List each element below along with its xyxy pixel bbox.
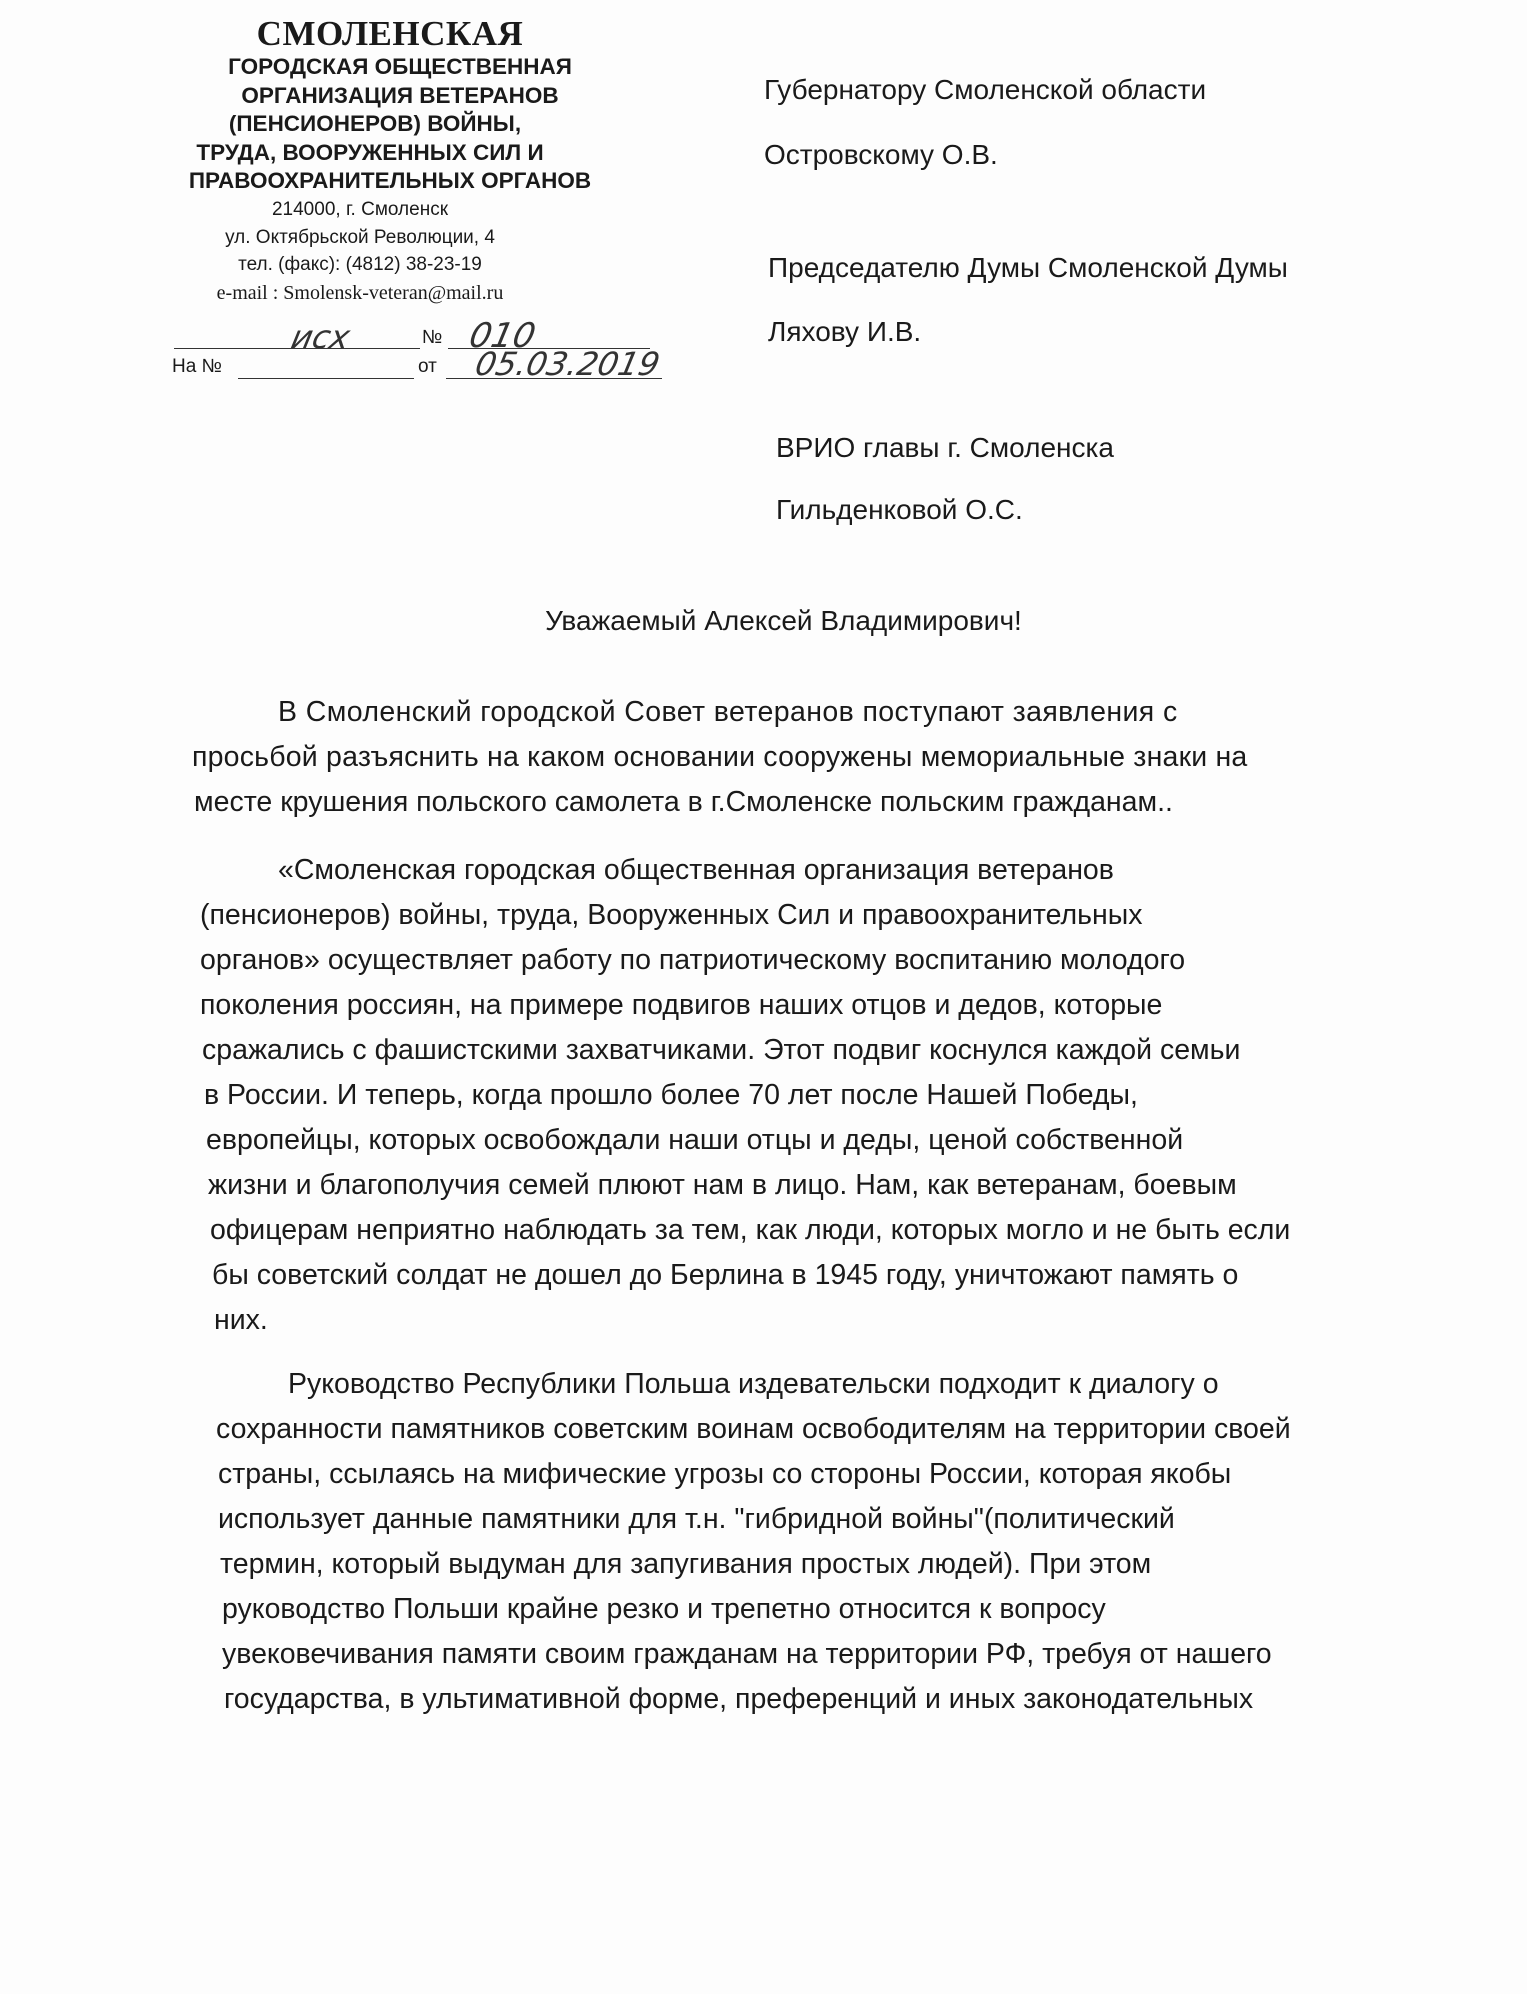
body-line: поколения россиян, на примере подвигов наших отцов и дедов, которые xyxy=(200,989,1163,1021)
letterhead-org-line: ТРУДА, ВООРУЖЕННЫХ СИЛ И xyxy=(196,139,544,165)
body-line: сражались с фашистскими захватчиками. Этот подвиг коснулся каждой семьи xyxy=(202,1034,1241,1066)
letterhead-address-line: ул. Октябрьской Революции, 4 xyxy=(225,226,495,248)
letterhead-org-line: (ПЕНСИОНЕРОВ) ВОЙНЫ, xyxy=(228,111,522,137)
letterhead xyxy=(140,14,660,308)
letterhead-org-line: ОРГАНИЗАЦИЯ ВЕТЕРАНОВ xyxy=(241,82,559,108)
body-line: Руководство Республики Польша издевательски подходит к диалогу о xyxy=(288,1368,1219,1400)
letterhead-address-line: тел. (факс): (4812) 38-23-19 xyxy=(238,254,482,276)
addressee-governor-title: Губернатору Смоленской области xyxy=(764,74,1207,105)
letterhead-org-line: ПРАВООХРАНИТЕЛЬНЫХ ОРГАНОВ xyxy=(188,168,592,194)
body-line: государства, в ультимативной форме, преференций и иных законодательных xyxy=(224,1683,1254,1715)
body-line: бы советский солдат не дошел до Берлина в 1945 году, уничтожают память о xyxy=(212,1259,1239,1291)
body-line: термин, который выдуман для запугивания простых людей). При этом xyxy=(220,1548,1152,1580)
body-line: органов» осуществляет работу по патриотическому воспитанию молодого xyxy=(200,944,1186,976)
addressee-duma-title: Председателю Думы Смоленской Думы xyxy=(768,252,1288,283)
body-line: руководство Польши крайне резко и трепетно относится к вопросу xyxy=(222,1593,1106,1625)
body-line: офицерам неприятно наблюдать за тем, как люди, которых могло и не быть если xyxy=(210,1214,1291,1246)
number-label: № xyxy=(422,327,443,348)
reference-number-underline xyxy=(238,378,414,379)
salutation: Уважаемый Алексей Владимирович! xyxy=(545,605,1022,636)
handwritten-outgoing-prefix: исх xyxy=(287,318,354,356)
body-line: увековечивания памяти своим гражданам на территории РФ, требуя от нашего xyxy=(222,1638,1272,1670)
letterhead-title: СМОЛЕНСКАЯ xyxy=(256,14,524,53)
body-line: страны, ссылаясь на мифические угрозы со стороны России, которая якобы xyxy=(218,1458,1232,1490)
reference-number-label: На № xyxy=(172,356,222,377)
letterhead-address-line: 214000, г. Смоленск xyxy=(271,199,449,220)
body-line: (пенсионеров) войны, труда, Вооруженных Сил и правоохранительных xyxy=(200,899,1143,931)
handwritten-date: 05.03.2019 xyxy=(471,345,664,383)
body-line: жизни и благополучия семей плюют нам в лицо. Нам, как ветеранам, боевым xyxy=(208,1169,1237,1201)
body-line: сохранности памятников советским воинам освободителям на территории своей xyxy=(216,1413,1291,1445)
body-line: использует данные памятники для т.н. "гибридной войны"(политический xyxy=(218,1503,1175,1535)
body-line: европейцы, которых освобождали наши отцы и деды, ценой собственной xyxy=(206,1124,1184,1156)
body-line: «Смоленская городская общественная организация ветеранов xyxy=(278,854,1114,886)
addressee-mayor-name: Гильденковой О.С. xyxy=(776,494,1023,525)
body-line: просьбой разъяснить на каком основании сооружены мемориальные знаки на xyxy=(192,741,1248,773)
letterhead-org-line: ГОРОДСКАЯ ОБЩЕСТВЕННАЯ xyxy=(228,54,572,80)
addressee-governor-name: Островскому О.В. xyxy=(764,139,998,170)
letterhead-email: e-mail : Smolensk-veteran@mail.ru xyxy=(216,281,504,304)
addressee-mayor-title: ВРИО главы г. Смоленска xyxy=(776,432,1114,463)
body-line: месте крушения польского самолета в г.Смоленске польским гражданам.. xyxy=(194,786,1173,818)
addressee-duma-name: Ляхову И.В. xyxy=(768,316,922,347)
date-label: от xyxy=(418,356,437,377)
body-line: них. xyxy=(214,1304,268,1336)
handwritten-outgoing-number: 010 xyxy=(465,316,540,356)
body-line: В Смоленский городской Совет ветеранов поступают заявления с xyxy=(278,696,1178,728)
body-line: в России. И теперь, когда прошло более 70 лет после Нашей Победы, xyxy=(204,1079,1138,1111)
